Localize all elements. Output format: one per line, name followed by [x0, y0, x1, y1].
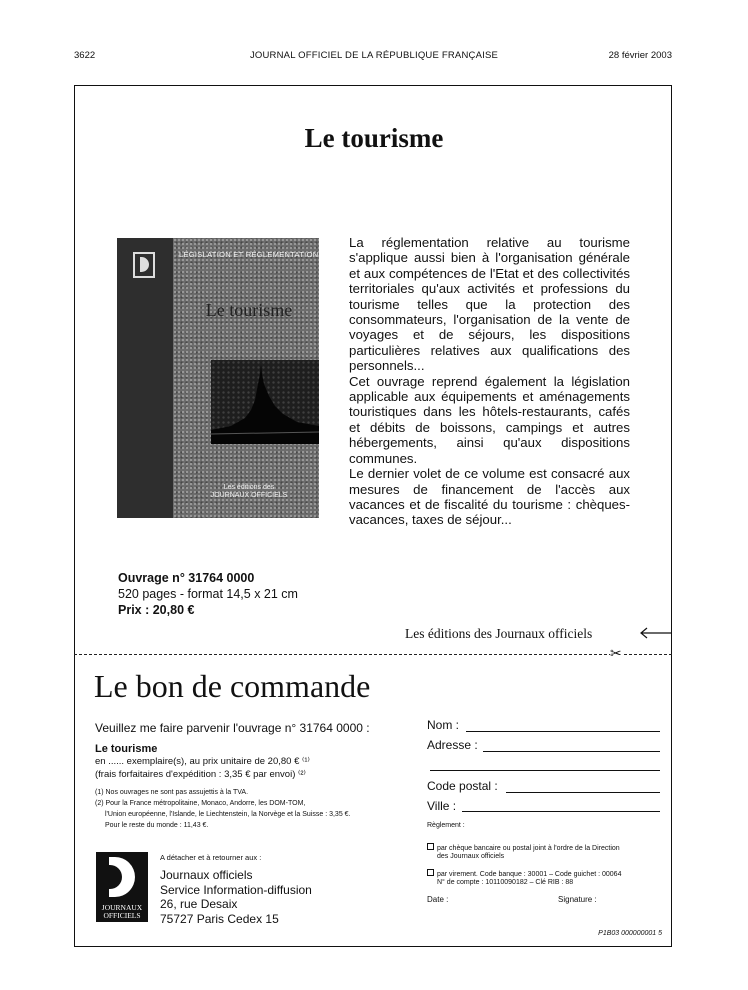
postal-code-input-line[interactable] [506, 791, 660, 793]
arrow-left-icon [638, 626, 672, 640]
name-input-line[interactable] [466, 730, 660, 732]
scissors-icon: ✂ [610, 645, 622, 661]
description-paragraph: Le dernier volet de ce volume est consacré aux mesures de financement de l'accès aux vacances et de fiscalité du tourisme : chèques-vacances, taxes de séjour... [349, 466, 630, 528]
page-title: Le tourisme [304, 123, 444, 153]
product-code: P1B03 000000001 5 [598, 930, 662, 937]
address-input-line[interactable] [483, 750, 660, 752]
payment-transfer-option[interactable] [427, 869, 621, 887]
address-field[interactable] [427, 738, 478, 754]
address-line: 26, rue Desaix [160, 897, 238, 912]
name-field[interactable] [427, 718, 459, 734]
cheque-text-2: des Journaux officiels [437, 853, 505, 860]
name-label: Nom : [427, 718, 460, 732]
signature-field[interactable]: Signature : [558, 895, 597, 904]
cover-publisher-line1: Les éditions des [223, 484, 275, 491]
logo-text-line2: OFFICIELS [103, 911, 141, 920]
address-line: Journaux officiels [160, 868, 253, 882]
order-request: Veuillez me faire parvenir l'ouvrage n° 31764 0000 : [95, 721, 370, 735]
cheque-checkbox[interactable] [427, 843, 434, 850]
publisher-signature: Les éditions des Journaux officiels [405, 626, 593, 641]
header-date: 28 février 2003 [608, 50, 672, 61]
cover-series: LÉGISLATION ET RÉGLEMENTATION [179, 250, 319, 259]
city-label: Ville : [427, 799, 457, 813]
order-book-title: Le tourisme [95, 743, 158, 755]
book-cover-image [117, 238, 319, 518]
journal-header: JOURNAL OFFICIEL DE LA RÉPUBLIQUE FRANÇAISE [249, 50, 499, 61]
cover-publisher [179, 484, 319, 500]
price: Prix : 20,80 € [118, 603, 195, 617]
cover-band [117, 238, 173, 518]
postal-code-field[interactable] [427, 779, 498, 795]
shipping-fee-line: (frais forfaitaires d'expédition : 3,35 € par envoi) ⁽²⁾ [95, 769, 306, 780]
address-line: 75727 Paris Cedex 15 [160, 911, 279, 926]
return-address [160, 868, 312, 926]
footnote-shipping-world: Pour le reste du monde : 11,43 €. [105, 822, 209, 829]
book-reference [118, 570, 298, 618]
footnote-shipping-europe: l'Union européenne, l'Islande, le Liechtenstein, la Norvège et la Suisse : 3,35 €. [105, 811, 351, 818]
order-details [95, 721, 417, 831]
cheque-text: par chèque bancaire ou postal joint à l'ordre de la Direction [437, 845, 620, 852]
cover-publisher-line2: JOURNAUX OFFICIELS [210, 492, 288, 499]
book-description [349, 235, 630, 528]
date-field[interactable]: Date : [427, 895, 449, 904]
pages-format: 520 pages - format 14,5 x 21 cm [118, 587, 298, 601]
address-second-line[interactable] [427, 760, 667, 776]
mont-saint-michel-icon [211, 360, 319, 444]
footnote-shipping: (2) Pour la France métropolitaine, Monaco, Andorre, les DOM-TOM, [95, 800, 306, 807]
cover-logo-icon [133, 252, 155, 278]
address-line: Service Information-diffusion [160, 882, 312, 897]
address-label: Adresse : [427, 738, 478, 752]
cut-line [74, 654, 672, 655]
cover-photo [211, 360, 319, 444]
transfer-checkbox[interactable] [427, 869, 434, 876]
city-input-line[interactable] [462, 810, 660, 812]
address-input-line-2[interactable] [430, 769, 660, 771]
quantity-line[interactable]: en ...... exemplaire(s), au prix unitaire de 20,80 € ⁽¹⁾ [95, 756, 310, 767]
detach-instruction: A détacher et à retourner aux : [160, 853, 262, 862]
payment-cheque-option[interactable] [427, 843, 620, 861]
transfer-text: par virement. Code banque : 30001 – Code guichet : 00064 [437, 871, 622, 878]
postal-code-label: Code postal : [427, 779, 498, 793]
city-field[interactable] [427, 799, 456, 815]
cover-title: Le tourisme [205, 300, 293, 320]
description-paragraph: La réglementation relative au tourisme s'applique aussi bien à l'organisation générale et aux compétences de l'Etat et des collectivités territoriales qu'aux activités et professions du tourisme telles que la protection des consommateurs, l'organisation de la vente de voyages et de séjours, les dispositions particulières relatives aux qualifications des personnels... [349, 235, 630, 374]
logo-text-line1: JOURNAUX [101, 903, 143, 912]
ouvrage-number: Ouvrage n° 31764 0000 [118, 571, 255, 585]
transfer-text-2: N° de compte : 10110090182 – Clé RIB : 88 [437, 879, 574, 886]
footnote-vat: (1) Nos ouvrages ne sont pas assujettis à la TVA. [95, 789, 249, 796]
description-paragraph: Cet ouvrage reprend également la législation applicable aux équipements et aménagements touristiques dans les hôtels-restaurants, cafés et débits de boissons, campings et autres hébergements, ainsi qu'aux dispositions communes. [349, 373, 630, 466]
order-form-title: Le bon de commande [94, 668, 371, 704]
payment-label: Règlement : [427, 822, 465, 829]
page-number: 3622 [74, 50, 96, 61]
journaux-officiels-logo [96, 852, 148, 922]
